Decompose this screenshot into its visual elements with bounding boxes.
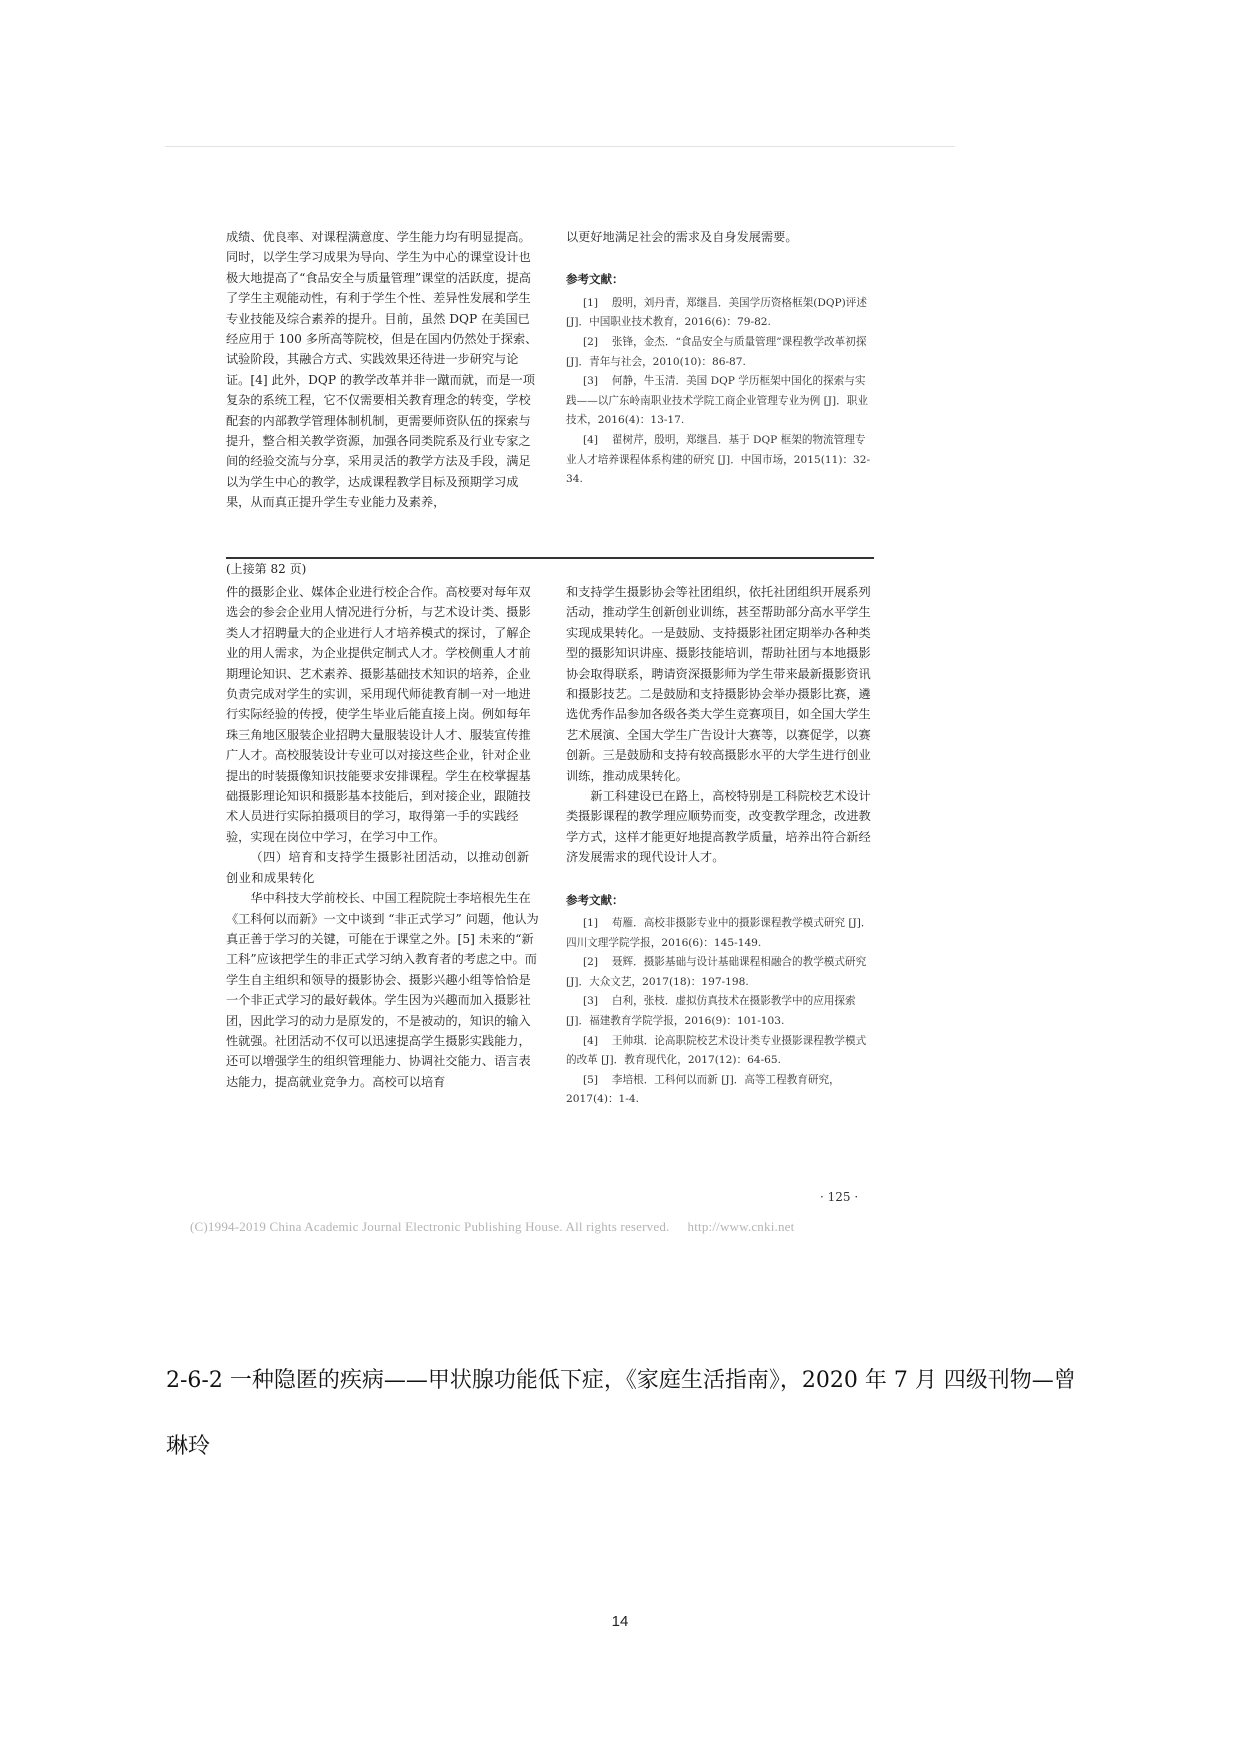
references-heading: 参考文献： [566,892,624,907]
lower-left-paragraph: 华中科技大学前校长、中国工程院院士李培根先生在《工科何以而新》一文中谈到 “非正式学习” 问题，他认为真正善于学习的关键，可能在于课堂之外。[5] 未来的“新工科”应该把学生的非正式学习纳入教育者的考虑之中。而学生自主组织和领导的摄影协会、摄影兴趣小组等恰恰是一个非正式学习的最好载体。学生因为兴趣而加入摄影社团，因此学习的动力是原发的，不是被动的，知识的输入性就强。社团活动不仅可以迅速提高学生摄影实践能力，还可以增强学生的组织管理能力、协调社交能力、语言表达能力，提高就业竞争力。高校可以培育 [226,891,539,1089]
reference-item: [2] 张锋，金杰．“食品安全与质量管理”课程教学改革初探 [J]．青年与社会，2010(10)：86-87. [566,336,867,368]
references-heading: 参考文献： [566,272,624,287]
watermark-url: http://www.cnki.net [687,1219,795,1234]
upper-right-column [566,227,876,490]
reference-list [566,294,876,490]
lower-left-column [226,582,542,1092]
section-divider [226,557,874,559]
upper-left-column [226,227,542,513]
upper-right-paragraph: 以更好地满足社会的需求及自身发展需要。 [566,230,798,244]
reference-list [566,914,876,1110]
cnki-watermark [190,1219,794,1235]
reference-item: [3] 白利，张枝．虚拟仿真技术在摄影教学中的应用探索 [J]．福建教育学院学报，2016(9)：101-103. [566,995,856,1028]
reference-item: [4] 翟树芹，殷明，郑继昌．基于 DQP 框架的物流管理专业人才培养课程体系构建的研究 [J]．中国市场，2015(11)：32-34. [566,433,871,486]
reference-item: [4] 王帅琪．论高职院校艺术设计类专业摄影课程教学模式的改革 [J]．教育现代化，2017(12)：64-65. [566,1034,867,1067]
document-caption: 2-6-2 一种隐匿的疾病——甲状腺功能低下症，《家庭生活指南》，2020 年 7 月 四级刊物—曾琳玲 [166,1368,1076,1459]
reference-item: [3] 何静，牛玉清．美国 DQP 学历框架中国化的探索与实践——以广东岭南职业技术学院工商企业管理专业为例 [J]．职业技术，2016(4)：13-17. [566,375,868,427]
lower-left-paragraph: 件的摄影企业、媒体企业进行校企合作。高校要对每年双选会的参会企业用人情况进行分析，与艺术设计类、摄影类人才招聘量大的企业进行人才培养模式的探讨，了解企业的用人需求，为企业提供定制式人才。学校侧重人才前期理论知识、艺术素养、摄影基础技术知识的培养，企业负责完成对学生的实训，采用现代师徒教育制一对一地进行实际经验的传授，使学生毕业后能直接上岗。例如每年珠三角地区服装企业招聘大量服装设计人才、服装宣传推广人才。高校服装设计专业可以对接这些企业，针对企业提出的时装摄像知识技能要求安排课程。学生在校掌握基础摄影理论知识和摄影基本技能后，到对接企业，跟随技术人员进行实际拍摄项目的学习，取得第一手的实践经验，实现在岗位中学习，在学习中工作。 [226,585,531,844]
lower-right-paragraph: 和支持学生摄影协会等社团组织，依托社团组织开展系列活动，推动学生创新创业训练，甚至帮助部分高水平学生实现成果转化。一是鼓励、支持摄影社团定期举办各种类型的摄影知识讲座、摄影技能培训，帮助社团与本地摄影协会取得联系，聘请资深摄影师为学生带来最新摄影资讯和摄影技艺。二是鼓励和支持摄影协会举办摄影比赛，遴选优秀作品参加各级各类大学生竞赛项目，如全国大学生艺术展演、全国大学生广告设计大赛等，以赛促学，以赛创新。三是鼓励和支持有较高摄影水平的大学生进行创业训练，推动成果转化。 [566,585,871,783]
continued-label: (上接第 82 页) [226,562,307,576]
reference-item: [5] 李培根．工科何以而新 [J]．高等工程教育研究，2017(4)：1-4. [566,1073,840,1106]
reference-item: [2] 聂辉．摄影基础与设计基础课程相融合的教学模式研究 [J]．大众文艺，2017(18)：197-198. [566,956,867,988]
section-subheading: （四）培育和支持学生摄影社团活动，以推动创新创业和成果转化 [226,850,530,885]
reference-item: [1] 苟雁．高校非摄影专业中的摄影课程教学模式研究 [J]．四川文理学院学报，2016(6)：145-149. [566,917,872,949]
upper-left-paragraph: 成绩、优良率、对课程满意度、学生能力均有明显提高。同时，以学生学习成果为导向、学生为中心的课堂设计也极大地提高了“食品安全与质量管理”课堂的活跃度，提高了学生主观能动性，有利于学生个性、差异性发展和学生专业技能及综合素养的提升。目前，虽然 DQP 在美国已经应用于 100 多所高等院校，但是在国内仍然处于探索、试验阶段，其融合方式、实践效果还待进一步研究与论证。[4] 此外，DQP 的教学改革并非一蹴而就，而是一项复杂的系统工程，它不仅需要相关教育理念的转变，学校配套的内部教学管理体制机制，更需要师资队伍的探索与提升，整合相关教学资源，加强各同类院系及行业专家之间的经验交流与分享，采用灵活的教学方法及手段，满足以为学生中心的教学，达成课程教学目标及预期学习成果，从而真正提升学生专业能力及素养， [226,230,538,510]
page-number: 14 [611,1613,629,1630]
journal-page-number: · 125 · [820,1190,859,1204]
reference-item: [1] 殷明，刘丹青，郑继昌．美国学历资格框架(DQP)评述 [J]．中国职业技术教育，2016(6)：79-82. [566,296,867,329]
lower-right-column [566,582,876,1110]
lower-right-paragraph: 新工科建设已在路上，高校特别是工科院校艺术设计类摄影课程的教学理应顺势而变，改变教学理念，改进教学方式，这样才能更好地提高教学质量，培养出符合新经济发展需求的现代设计人才。 [566,789,871,865]
watermark-text: (C)1994-2019 China Academic Journal Electronic Publishing House. All rights reserved. [190,1219,670,1234]
